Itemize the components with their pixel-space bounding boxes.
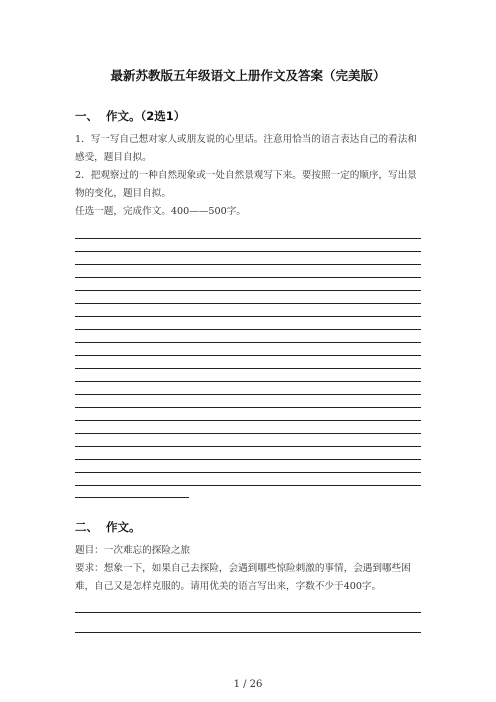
writing-line <box>75 407 421 408</box>
section-1-title: 作文。（2选1） <box>106 109 186 123</box>
writing-line <box>75 485 421 486</box>
writing-line <box>75 433 421 434</box>
writing-line <box>75 381 421 382</box>
essay-topic: 题目：一次难忘的探险之旅 <box>75 545 191 556</box>
writing-line <box>75 394 421 395</box>
writing-line <box>75 342 421 343</box>
writing-line <box>75 459 421 460</box>
writing-line <box>75 316 421 317</box>
writing-line <box>75 264 421 265</box>
section-1-heading <box>75 108 185 124</box>
writing-line <box>75 238 421 239</box>
section-2-number: 二、 <box>75 520 98 534</box>
document-title: 最新苏教版五年级语文上册作文及答案（完美版） <box>110 68 386 83</box>
writing-line <box>75 420 421 421</box>
writing-line <box>75 446 421 447</box>
writing-line <box>75 368 421 369</box>
writing-line <box>75 303 421 304</box>
writing-line-short <box>75 497 189 498</box>
page-number: 1 / 26 <box>233 679 263 690</box>
writing-line <box>75 251 421 252</box>
writing-line <box>75 472 421 473</box>
writing-line <box>75 612 421 613</box>
essay-requirement: 要求：想象一下，如果自己去探险，会遇到哪些惊险刺激的事情，会遇到哪些困难，自己又是怎样克服的。请用优美的语言写出来，字数不少于400字。 <box>75 563 411 592</box>
prompt-option-1: 1．写一写自己想对家人或朋友说的心里话。注意用恰当的语言表达自己的看法和感受，题目自拟。 <box>75 134 417 163</box>
writing-line <box>75 277 421 278</box>
section-2-title: 作文。 <box>106 520 141 534</box>
writing-line <box>75 355 421 356</box>
prompt-instruction: 任选一题，完成作文。400——500字。 <box>75 206 246 217</box>
section-2-heading <box>75 519 141 535</box>
writing-line <box>75 290 421 291</box>
writing-line <box>75 329 421 330</box>
writing-line <box>75 632 421 633</box>
prompt-option-2: 2．把观察过的一种自然现象或一处自然景观写下来。要按照一定的顺序，写出景物的变化，题目自拟。 <box>75 170 417 199</box>
section-1-number: 一、 <box>75 109 98 123</box>
